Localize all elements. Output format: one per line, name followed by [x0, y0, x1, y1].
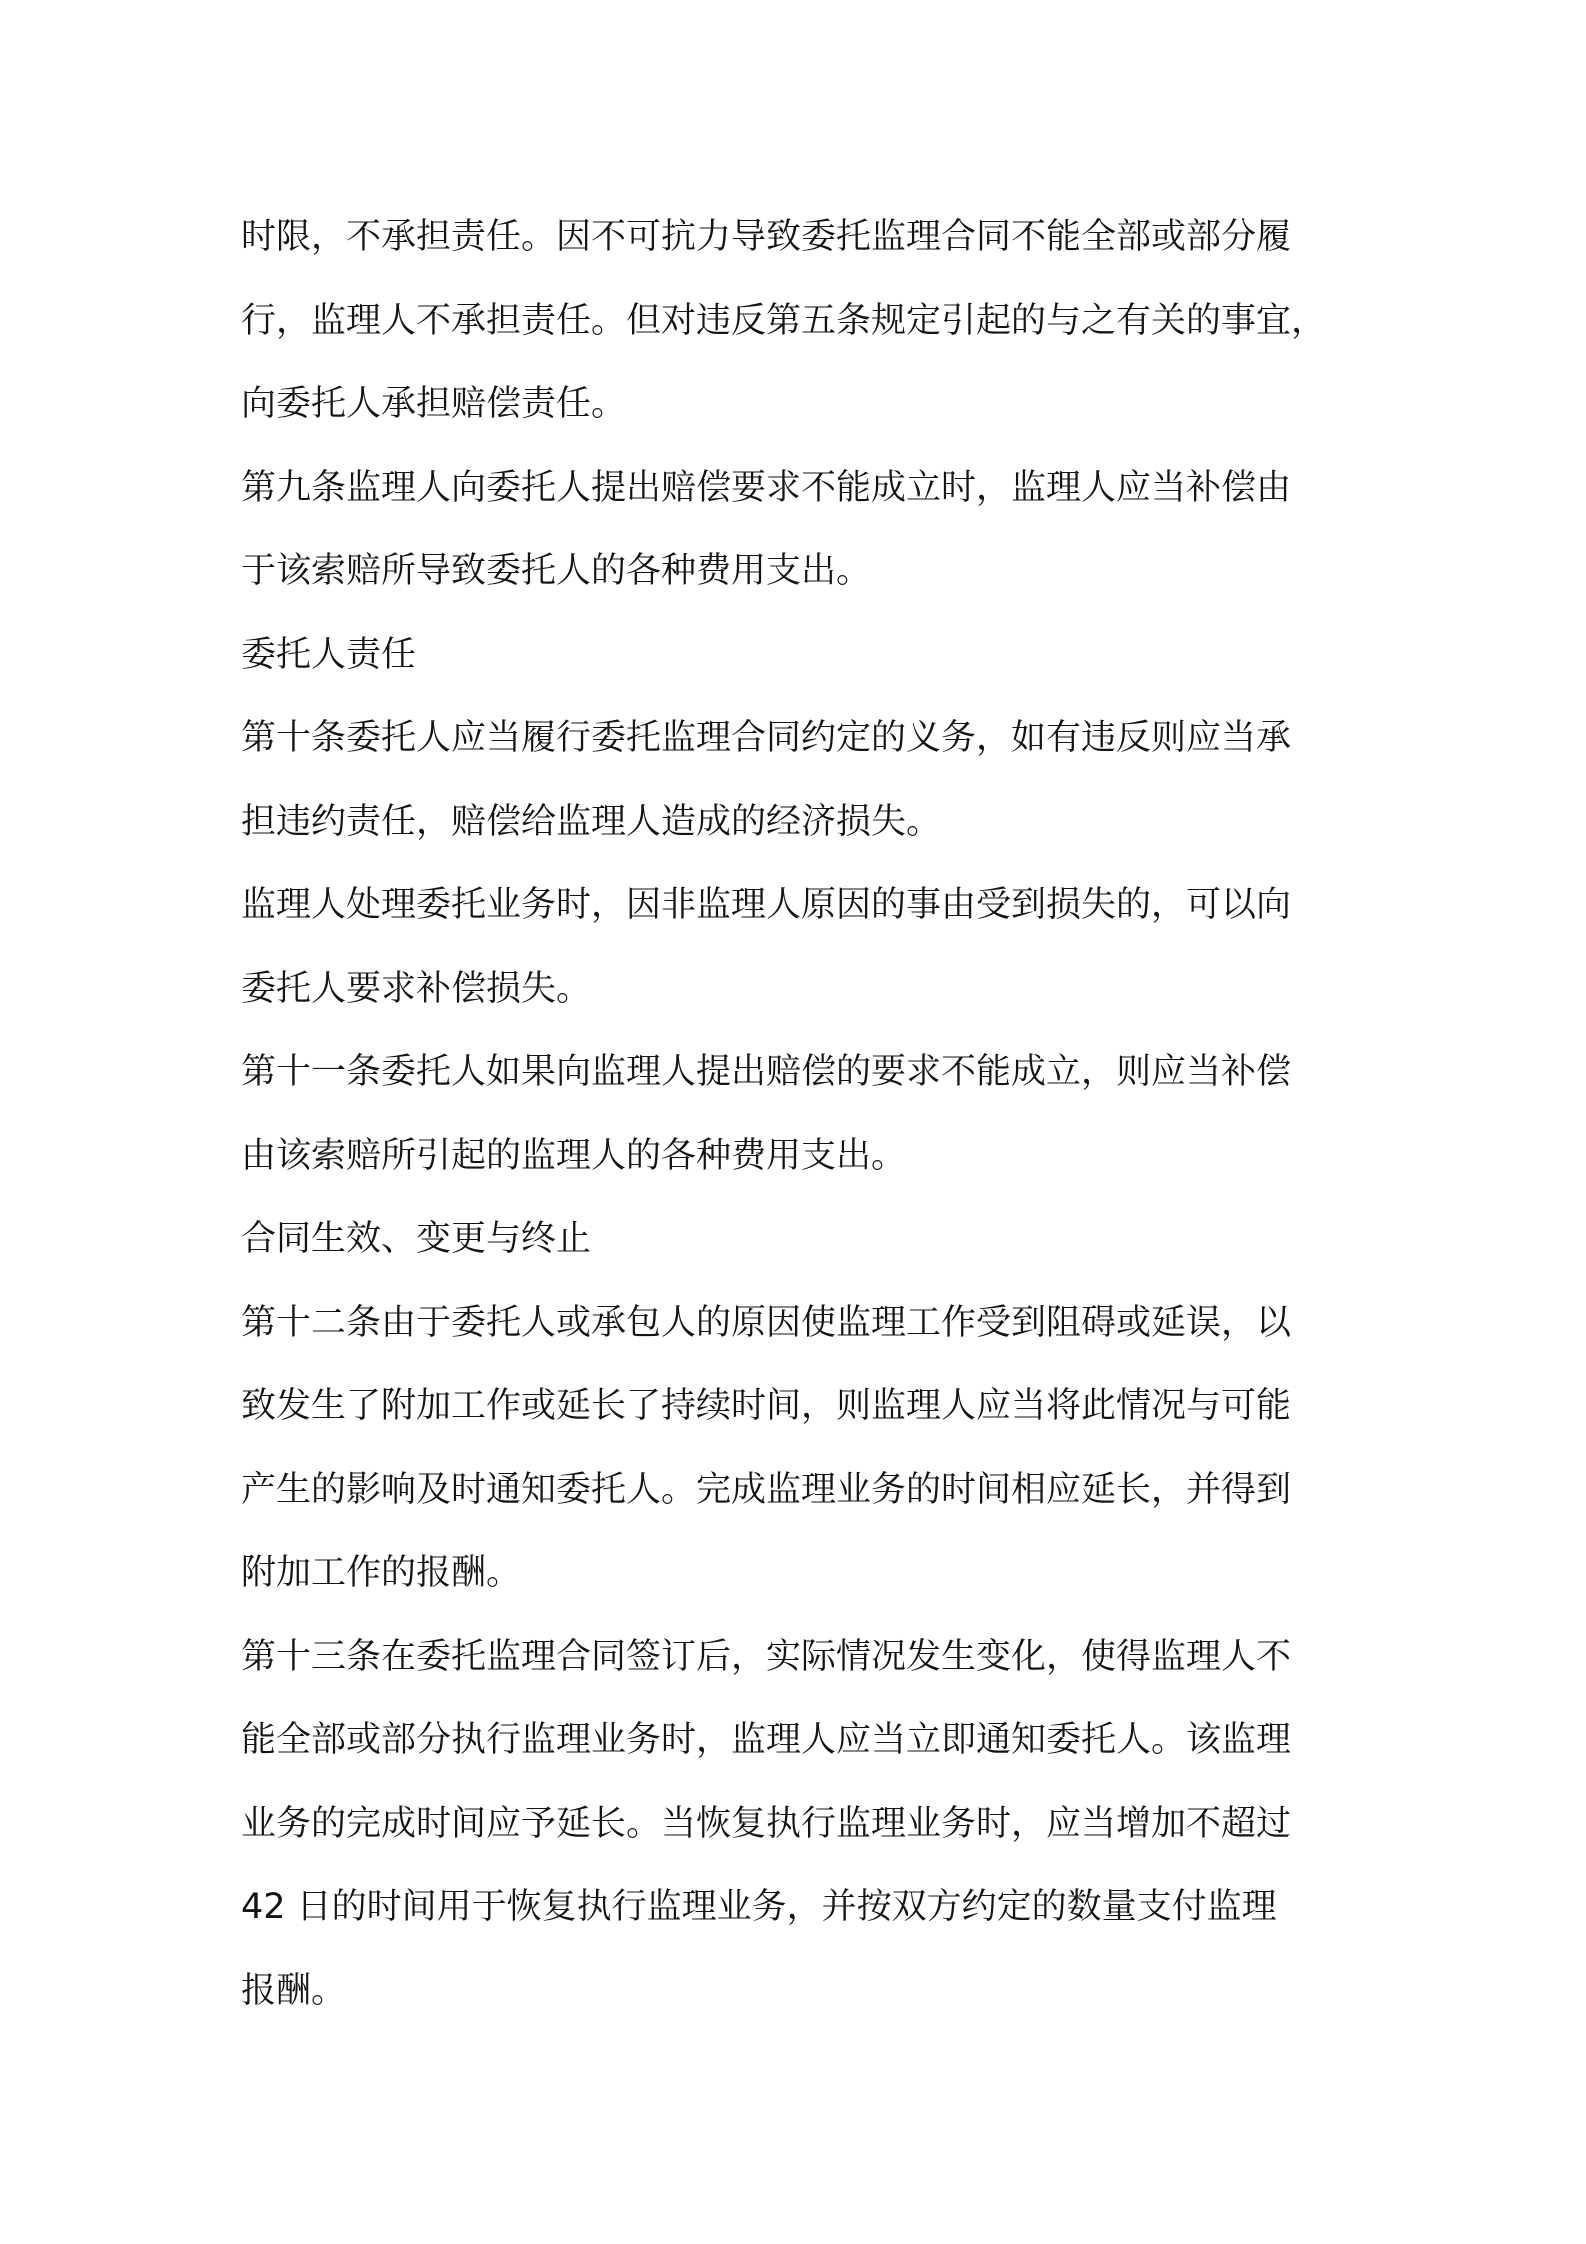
- text-line: 委托人责任: [241, 634, 417, 675]
- text-line: 监理人处理委托业务时，因非监理人原因的事由受到损失的，可以向: [241, 885, 1292, 925]
- paragraph-article-9: [241, 447, 1361, 614]
- text-line: 报酬。: [241, 1970, 347, 2011]
- text-line: 由该索赔所引起的监理人的各种费用支出。: [241, 1135, 907, 1176]
- document-body: [241, 196, 1361, 2033]
- paragraph-article-10: [241, 697, 1361, 864]
- paragraph-article-11: [241, 1031, 1361, 1198]
- paragraph-article-13: [241, 1616, 1361, 2034]
- text-line: 42 日的时间用于恢复执行监理业务，并按双方约定的数量支付监理: [241, 1887, 1277, 1927]
- text-line: 担违约责任，赔偿给监理人造成的经济损失。: [241, 801, 942, 842]
- text-line: 致发生了附加工作或延长了持续时间，则监理人应当将此情况与可能: [241, 1386, 1292, 1426]
- text-line: 第十三条在委托监理合同签订后，实际情况发生变化，使得监理人不: [241, 1636, 1292, 1677]
- text-line: 向委托人承担赔偿责任。: [241, 384, 627, 424]
- section-heading-client-liability: [241, 614, 1361, 698]
- text-line: 第十一条委托人如果向监理人提出赔偿的要求不能成立，则应当补偿: [241, 1052, 1292, 1092]
- paragraph-article-12: [241, 1282, 1361, 1616]
- text-line: 业务的完成时间应予延长。当恢复执行监理业务时，应当增加不超过: [241, 1803, 1292, 1844]
- text-line: 于该索赔所导致委托人的各种费用支出。: [241, 551, 872, 591]
- text-line: 第十条委托人应当履行委托监理合同约定的义务，如有违反则应当承: [241, 718, 1292, 758]
- text-line: 产生的影响及时通知委托人。完成监理业务的时间相应延长，并得到: [241, 1469, 1292, 1510]
- text-line: 委托人要求补偿损失。: [241, 968, 592, 1009]
- paragraph-supervisor-loss: [241, 864, 1361, 1031]
- text-line: 第九条监理人向委托人提出赔偿要求不能成立时，监理人应当补偿由: [241, 467, 1292, 508]
- text-line: 第十二条由于委托人或承包人的原因使监理工作受到阻碍或延误，以: [241, 1302, 1292, 1343]
- paragraph-liability-time-limit: [241, 196, 1361, 447]
- text-line: 合同生效、变更与终止: [241, 1219, 592, 1259]
- section-heading-contract-effect: [241, 1198, 1361, 1282]
- text-line: 附加工作的报酬。: [241, 1553, 522, 1593]
- text-line: 时限，不承担责任。因不可抗力导致委托监理合同不能全部或部分履: [241, 217, 1292, 257]
- text-line: 能全部或部分执行监理业务时，监理人应当立即通知委托人。该监理: [241, 1720, 1292, 1760]
- text-line: 行，监理人不承担责任。但对违反第五条规定引起的与之有关的事宜，: [241, 300, 1327, 341]
